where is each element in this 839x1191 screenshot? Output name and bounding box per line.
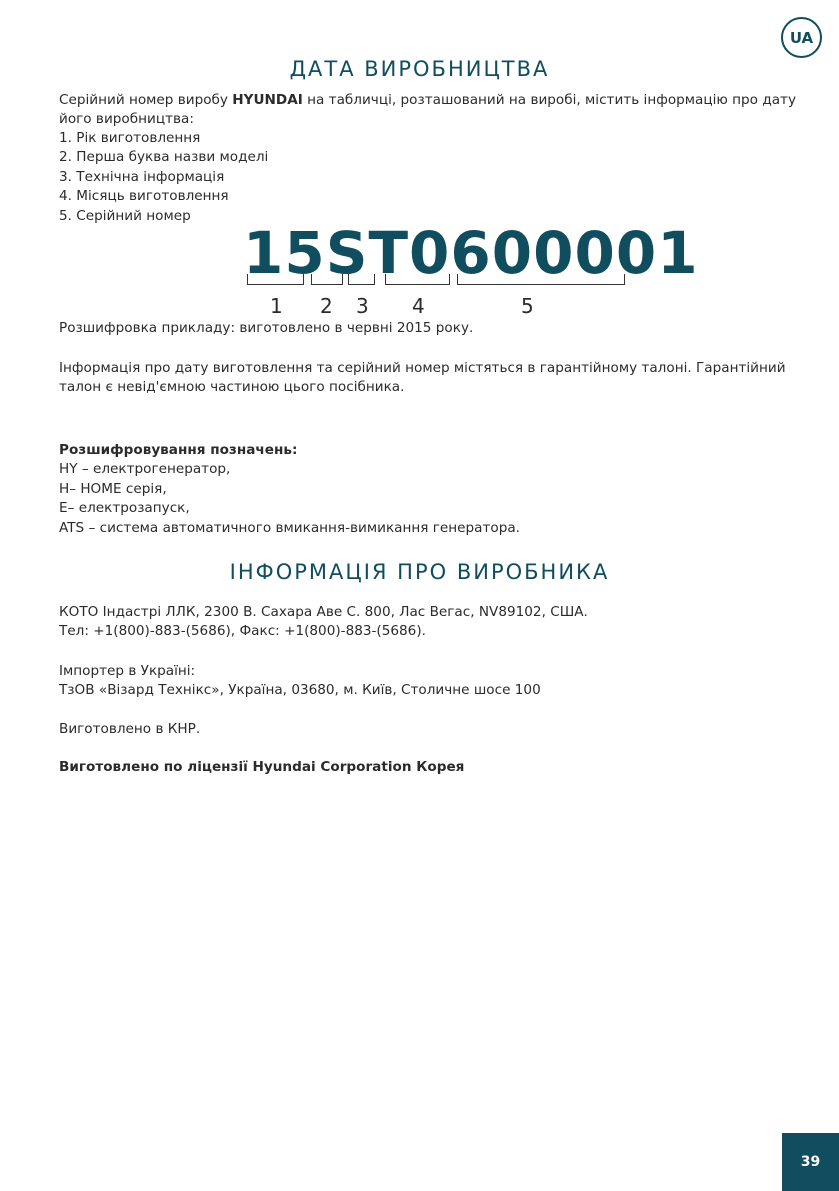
bracket-label: 3 xyxy=(356,294,369,318)
bracket-year xyxy=(247,274,304,285)
manufacturer-contact xyxy=(59,603,588,642)
made-in: Виготовлено в КНР. xyxy=(59,721,201,737)
language-badge: UA xyxy=(781,17,822,58)
bracket-label: 2 xyxy=(320,294,333,318)
intro-paragraph xyxy=(59,91,796,130)
list-item: 1. Рік виготовлення xyxy=(59,130,201,146)
list-item: 2. Перша буква назви моделі xyxy=(59,149,269,166)
importer-label: Імпортер в Україні: xyxy=(59,663,196,679)
section-title-production-date: ДАТА ВИРОБНИЦТВА xyxy=(289,57,550,81)
importer-block xyxy=(59,662,541,701)
serial-parts-list xyxy=(59,129,268,226)
serial-number-example: 15ST0600001 xyxy=(243,219,699,287)
intro-text-after: на табличці, розташований на виробі, містить інформацію про дату xyxy=(302,92,797,108)
section-title-manufacturer-info: ІНФОРМАЦІЯ ПРО ВИРОБНИКА xyxy=(229,560,610,584)
legend-item: HY – електрогенератор, xyxy=(59,461,231,478)
warranty-line: Інформація про дату виготовлення та серійний номер містяться в гарантійному талоні. Гарантійний xyxy=(59,360,786,376)
legend-block xyxy=(59,441,520,538)
list-item: 4. Місяць виготовлення xyxy=(59,188,229,205)
legend-title: Розшифровування позначень: xyxy=(59,442,298,458)
license-note: Виготовлено по ліцензії Hyundai Corporation Корея xyxy=(59,759,465,775)
importer-address: ТзОВ «Візард Технікс», Україна, 03680, м. Київ, Столичне шосе 100 xyxy=(59,682,541,699)
bracket-label: 5 xyxy=(521,294,534,318)
list-item: 5. Серійний номер xyxy=(59,207,191,224)
legend-item: E– електрозапуск, xyxy=(59,500,190,517)
list-item: 3. Технічна інформація xyxy=(59,168,225,185)
legend-item: H– HOME серія, xyxy=(59,480,167,497)
bracket-model-letter xyxy=(311,274,343,285)
warranty-paragraph xyxy=(59,359,786,398)
bracket-month xyxy=(385,274,450,285)
manufacturer-address: КОТО Індастрі ЛЛК, 2300 В. Сахара Аве С. 800, Лас Вегас, NV89102, США. xyxy=(59,604,588,620)
brand-name: HYUNDAI xyxy=(232,92,303,108)
page-number: 39 xyxy=(782,1133,839,1191)
intro-text-before: Серійний номер виробу xyxy=(59,92,233,108)
bracket-label: 4 xyxy=(412,294,425,318)
bracket-serial xyxy=(457,274,625,285)
warranty-line: талон є невід'ємною частиною цього посібника. xyxy=(59,379,405,396)
bracket-tech-info xyxy=(348,274,375,285)
intro-text-line2: його виробництва: xyxy=(59,111,194,128)
decode-example: Розшифровка прикладу: виготовлено в червні 2015 року. xyxy=(59,320,474,336)
legend-item: ATS – система автоматичного вмикання-вимикання генератора. xyxy=(59,519,520,536)
manufacturer-phone: Тел: +1(800)-883-(5686), Факс: +1(800)-883-(5686). xyxy=(59,623,426,640)
bracket-label: 1 xyxy=(270,294,283,318)
